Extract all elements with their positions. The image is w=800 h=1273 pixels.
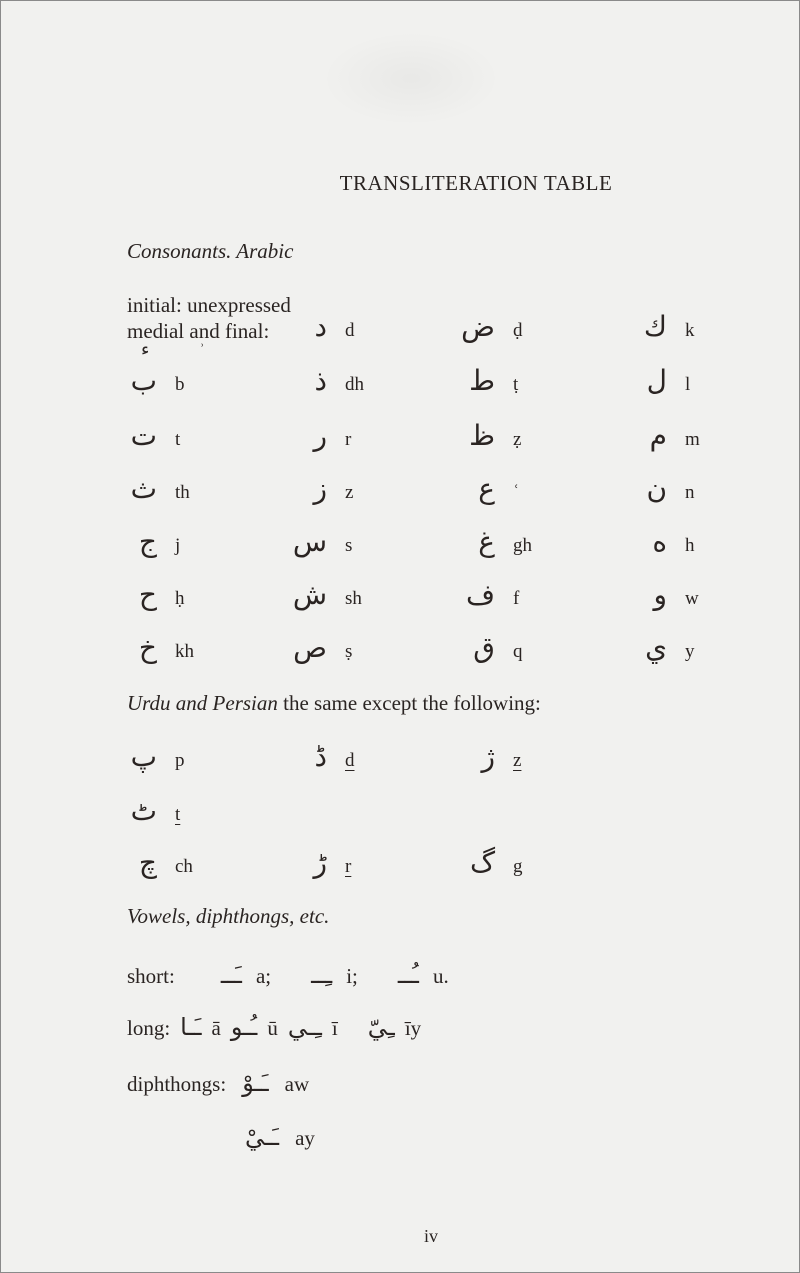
vowel-glyph: ـُــ xyxy=(397,961,419,989)
arabic-letter: ط xyxy=(469,364,495,397)
vowel-glyph: ـَـوْ xyxy=(242,1069,269,1097)
transliteration: ḍ xyxy=(513,320,523,341)
transliteration: d xyxy=(345,320,355,341)
diphthong-aw-row xyxy=(127,1069,309,1097)
urdu-persian-heading: Urdu and Persian the same except the following: xyxy=(127,691,541,715)
arabic-letter: ب xyxy=(130,364,157,397)
consonant-entry xyxy=(121,472,190,505)
consonant-entry xyxy=(459,525,532,558)
consonant-entry xyxy=(121,631,194,664)
transliteration: n xyxy=(685,482,695,503)
hamza-entry xyxy=(141,341,205,360)
arabic-letter: د xyxy=(314,310,327,343)
arabic-letter: ژ xyxy=(481,740,495,773)
transliteration: k xyxy=(685,320,695,341)
consonant-entry xyxy=(291,525,353,558)
consonant-entry xyxy=(459,364,519,397)
transliteration: f xyxy=(513,588,520,609)
vowel-glyph: ـِـي xyxy=(287,1013,322,1041)
consonant-entry xyxy=(631,631,695,664)
transliteration: ī xyxy=(331,1016,338,1040)
transliteration: s xyxy=(345,535,353,556)
diphthong-ay-row xyxy=(245,1123,315,1151)
transliteration: j xyxy=(175,535,181,556)
consonant-entry xyxy=(631,525,695,558)
urdu-entry xyxy=(121,846,193,879)
arabic-letter: ص xyxy=(293,631,327,664)
arabic-letter: خ xyxy=(138,631,157,664)
arabic-letter: ڑ xyxy=(313,846,327,879)
transliteration: ḥ xyxy=(175,588,185,609)
consonant-entry xyxy=(631,472,695,505)
transliteration: g xyxy=(513,856,523,877)
consonants-heading: Consonants. Arabic xyxy=(127,239,294,263)
arabic-letter: م xyxy=(649,419,667,452)
transliteration: u. xyxy=(432,964,449,988)
hamza-initial-note: initial: unexpressed xyxy=(127,293,291,317)
arabic-letter: گ xyxy=(469,846,495,879)
arabic-letter: ش xyxy=(292,578,327,611)
transliteration: ū xyxy=(267,1016,278,1040)
transliteration: b xyxy=(175,374,185,395)
transliteration: ʾ xyxy=(199,342,205,359)
consonant-entry xyxy=(291,472,354,505)
transliteration: ẓ xyxy=(513,429,522,450)
transliteration: z xyxy=(345,482,354,503)
transliteration: l xyxy=(685,374,691,395)
long-label: long: xyxy=(127,1016,171,1040)
transliteration: ṣ xyxy=(345,641,353,662)
transliteration: ch xyxy=(175,856,193,877)
transliteration: h xyxy=(685,535,695,556)
urdu-entry xyxy=(121,740,185,773)
transliteration: ʿ xyxy=(513,482,520,503)
consonant-entry xyxy=(291,631,353,664)
consonant-entry xyxy=(631,364,691,397)
vowel-glyph: ـَــ xyxy=(220,961,242,989)
consonant-entry xyxy=(459,631,523,664)
consonant-entry xyxy=(121,364,185,397)
arabic-letter: ث xyxy=(130,472,157,505)
transliteration: w xyxy=(685,588,699,609)
arabic-letter: ظ xyxy=(469,419,495,452)
arabic-letter: س xyxy=(292,525,327,558)
consonant-entry xyxy=(291,364,364,397)
transliteration: ay xyxy=(295,1126,315,1150)
arabic-letter: ز xyxy=(313,472,327,505)
transliteration: th xyxy=(175,482,190,503)
transliteration: p xyxy=(175,750,185,771)
arabic-letter: ه xyxy=(652,525,667,558)
transliteration: dh xyxy=(345,374,364,395)
arabic-letter: ي xyxy=(645,631,667,664)
consonant-entry xyxy=(121,419,181,452)
consonant-entry xyxy=(291,578,362,611)
consonant-entry xyxy=(121,525,181,558)
consonant-entry xyxy=(631,419,700,452)
transliteration: ṭ xyxy=(513,374,519,395)
arabic-letter: ء xyxy=(141,339,150,360)
page-title: TRANSLITERATION TABLE xyxy=(339,171,613,195)
arabic-letter: ق xyxy=(473,631,495,664)
arabic-letter: ن xyxy=(646,472,667,505)
arabic-letter: ج xyxy=(138,525,157,558)
transliteration: r xyxy=(345,856,352,877)
arabic-letter: ل xyxy=(646,364,667,397)
arabic-letter: ٹ xyxy=(130,794,157,827)
transliteration: z xyxy=(513,750,522,771)
arabic-letter: ض xyxy=(461,310,495,343)
transliteration: q xyxy=(513,641,523,662)
consonant-entry xyxy=(459,419,522,452)
transliteration: gh xyxy=(513,535,532,556)
short-vowels-row xyxy=(127,961,449,989)
arabic-letter: ذ xyxy=(314,364,327,397)
consonant-entry xyxy=(459,310,523,343)
consonant-entry xyxy=(631,578,699,611)
transliteration: kh xyxy=(175,641,194,662)
consonant-entry xyxy=(631,310,695,343)
arabic-letter: ر xyxy=(313,419,327,452)
urdu-entry xyxy=(291,846,352,879)
arabic-letter: ف xyxy=(465,578,495,611)
transliteration: r xyxy=(345,429,352,450)
transliteration: t xyxy=(175,429,181,450)
diphthongs-label: diphthongs: xyxy=(127,1072,227,1096)
short-label: short: xyxy=(127,964,175,988)
arabic-letter: چ xyxy=(138,846,157,879)
urdu-entry xyxy=(459,846,523,879)
consonant-entry xyxy=(291,419,352,452)
hamza-medial-final-note: medial and final: xyxy=(127,319,270,343)
urdu-entry xyxy=(291,740,355,773)
arabic-letter: ح xyxy=(138,578,157,611)
urdu-entry xyxy=(459,740,522,773)
vowel-glyph: ـُـو xyxy=(230,1013,258,1041)
transliteration: m xyxy=(685,429,700,450)
arabic-letter: ڈ xyxy=(314,740,327,773)
transliteration: aw xyxy=(284,1072,310,1096)
arabic-letter: ك xyxy=(643,310,667,343)
vowel-glyph: ـِيّ xyxy=(367,1013,395,1041)
transliteration: y xyxy=(685,641,695,662)
arabic-letter: و xyxy=(653,578,667,611)
arabic-letter: پ xyxy=(130,740,157,773)
transliteration: i; xyxy=(346,964,358,988)
consonant-entry xyxy=(121,578,185,611)
transliteration: t xyxy=(175,804,181,825)
consonant-entry xyxy=(459,472,520,505)
transliteration: sh xyxy=(345,588,362,609)
transliteration: ā xyxy=(211,1016,221,1040)
urdu-entry xyxy=(121,794,181,827)
bleed-through-ornament xyxy=(321,31,501,126)
arabic-letter: ع xyxy=(478,472,495,505)
long-vowels-row xyxy=(127,1013,421,1041)
vowels-heading: Vowels, diphthongs, etc. xyxy=(127,904,330,928)
transliteration: a; xyxy=(255,964,272,988)
vowel-glyph: ـِــ xyxy=(311,961,333,989)
vowel-glyph: ـَـا xyxy=(180,1013,202,1041)
arabic-letter: غ xyxy=(478,525,495,558)
arabic-letter: ت xyxy=(130,419,157,452)
consonant-entry xyxy=(291,310,355,343)
page-number: iv xyxy=(423,1226,438,1246)
transliteration: īy xyxy=(404,1016,422,1040)
transliteration: d xyxy=(345,750,355,771)
vowel-glyph: ـَـيْ xyxy=(245,1123,280,1151)
consonant-entry xyxy=(459,578,520,611)
